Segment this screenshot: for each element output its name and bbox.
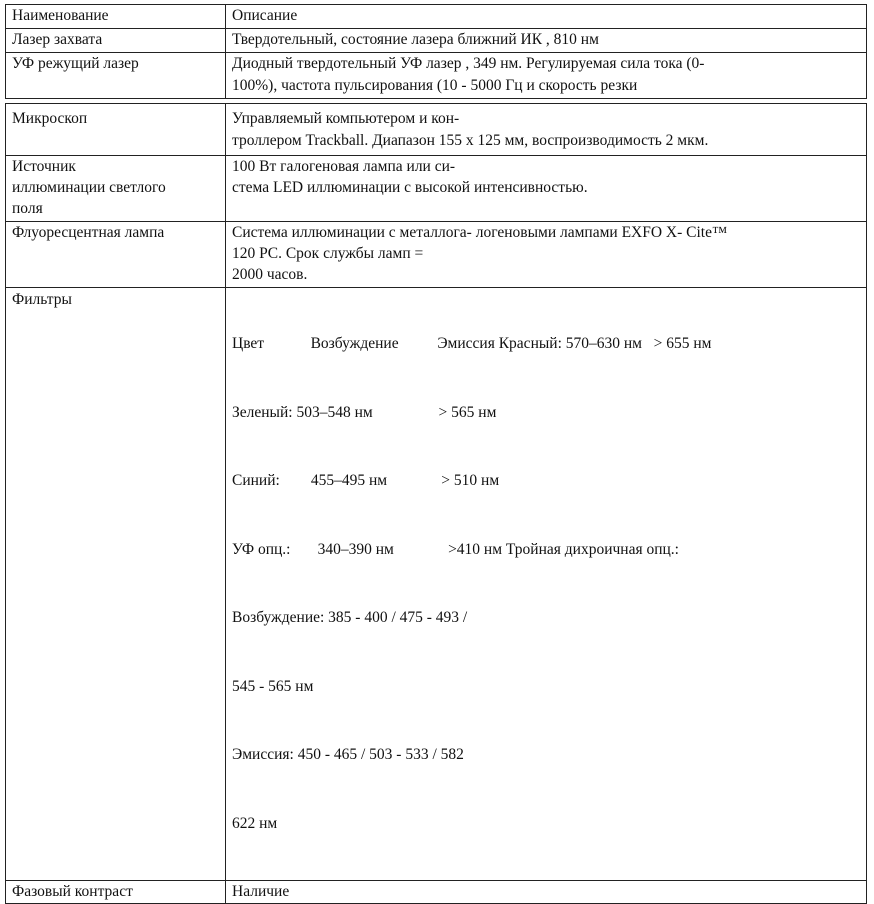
- row-name-line: Источник: [12, 158, 76, 175]
- row-description-line: 120 PC. Срок службы ламп =: [232, 245, 424, 262]
- row-description-line: троллером Trackball. Диапазон 155 х 125 мм, воспроизводимость 2 мкм.: [232, 132, 709, 149]
- table-row: [6, 53, 867, 99]
- row-description-line: Цвет Возбуждение Эмиссия Красный: 570–630 нм > 655 нм: [232, 335, 712, 352]
- description-cell: [226, 288, 867, 881]
- name-cell: [6, 104, 226, 156]
- description-cell: [226, 156, 867, 222]
- description-cell: [226, 881, 867, 904]
- name-cell: [6, 156, 226, 222]
- row-description-line: 100 Вт галогеновая лампа или си-: [232, 158, 456, 175]
- table-row: [6, 881, 867, 904]
- row-description-line: Зеленый: 503–548 нм > 565 нм: [232, 403, 497, 421]
- row-description-line: Диодный твердотельный УФ лазер , 349 нм. Регулируемая сила тока (0-: [232, 55, 705, 72]
- header-name: Наименование: [12, 7, 109, 24]
- row-name: Флуоресцентная лампа: [12, 224, 165, 241]
- row-description: Твердотельный, состояние лазера ближний ИК , 810 нм: [232, 31, 599, 48]
- row-description-line: 622 нм: [232, 814, 278, 832]
- row-description-line: Синий: 455–495 нм > 510 нм: [232, 472, 500, 489]
- specs-table-part-2: [5, 103, 867, 904]
- name-cell: [6, 29, 226, 53]
- row-name-line: иллюминации светлого: [12, 179, 166, 196]
- row-name: Фильтры: [12, 291, 72, 308]
- row-description-line: УФ опц.: 340–390 нм >410 нм Тройная дихроичная опц.:: [232, 540, 679, 558]
- table-header-row: [6, 5, 867, 29]
- row-description-line: 545 - 565 нм: [232, 677, 314, 695]
- row-description-line: стема LED иллюминации с высокой интенсивностью.: [232, 179, 588, 196]
- description-cell: [226, 104, 867, 156]
- table-row: [6, 222, 867, 288]
- table-row: [6, 288, 867, 881]
- row-name-line: поля: [12, 200, 43, 217]
- row-description-line: Управляемый компьютером и кон-: [232, 110, 460, 127]
- table-row: [6, 156, 867, 222]
- row-description-line: 100%), частота пульсирования (10 - 5000 Гц и скорость резки: [232, 77, 638, 94]
- row-name: Лазер захвата: [12, 31, 103, 48]
- name-cell: [6, 881, 226, 904]
- header-description-cell: [226, 5, 867, 29]
- specs-table-part-1: [5, 4, 867, 99]
- row-description-line: 2000 часов.: [232, 266, 308, 283]
- description-cell: [226, 29, 867, 53]
- description-cell: [226, 222, 867, 288]
- header-description: Описание: [232, 7, 298, 24]
- description-cell: [226, 53, 867, 99]
- name-cell: [6, 288, 226, 881]
- header-name-cell: [6, 5, 226, 29]
- name-cell: [6, 222, 226, 288]
- row-name: УФ режущий лазер: [12, 55, 139, 72]
- row-name: Микроскоп: [12, 110, 88, 127]
- name-cell: [6, 53, 226, 99]
- row-description-line: Возбуждение: 385 - 400 / 475 - 493 /: [232, 609, 468, 626]
- row-description: Наличие: [232, 883, 290, 900]
- table-row: [6, 104, 867, 156]
- row-name: Фазовый контраст: [12, 883, 133, 900]
- row-description-line: Эмиссия: 450 - 465 / 503 - 533 / 582: [232, 746, 464, 763]
- row-description-line: Система иллюминации с металлога- логеновыми лампами EXFO X- Cite™: [232, 224, 728, 241]
- table-row: [6, 29, 867, 53]
